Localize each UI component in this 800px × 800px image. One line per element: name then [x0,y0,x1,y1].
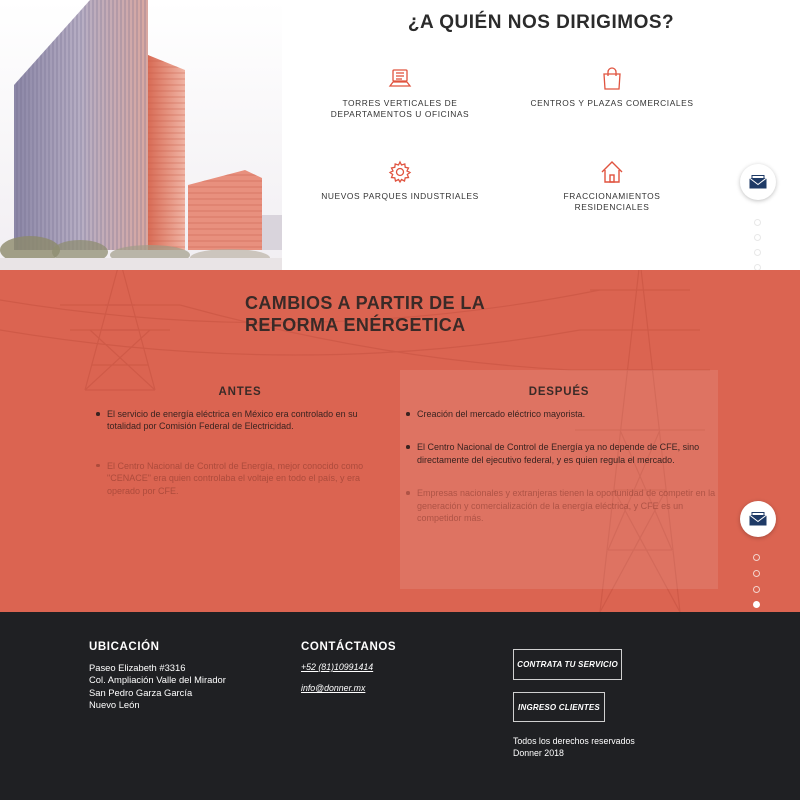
section-nav-dot-2[interactable] [754,234,761,241]
section-nav-dot-2[interactable] [753,570,760,577]
after-item: El Centro Nacional de Control de Energía ya no depende de CFE, sino directamente del ejecutivo federal, y es quien regula el mercado. [400,441,718,466]
address-line: Nuevo León [89,699,140,711]
audience-label: NUEVOS PARQUES INDUSTRIALES [321,191,479,201]
section-nav-dot-3[interactable] [753,586,760,593]
reform-section [0,270,800,612]
audience-label: CENTROS Y PLAZAS COMERCIALES [530,98,694,108]
section-nav-dot-4-active[interactable] [753,601,760,608]
address-line: Col. Ampliación Valle del Mirador [89,674,226,686]
after-item: Empresas nacionales y extranjeras tienen la oportunidad de competir en la generación y comercialización de la energía eléctrica, y CFE es un competidor más. [400,487,718,524]
before-column [90,370,390,497]
before-heading: ANTES [218,386,262,398]
footer [0,612,800,800]
after-item: Creación del mercado eléctrico mayorista. [400,408,718,420]
audience-label: FRACCIONAMIENTOS RESIDENCIALES [563,191,661,212]
section-nav-dot-1[interactable] [753,554,760,561]
copyright-line: Todos los derechos reservados [513,736,635,746]
reform-title-line1: CAMBIOS A PARTIR DE LA [245,293,486,313]
house-icon [600,160,624,184]
after-heading: DESPUÉS [528,386,590,398]
phone-link[interactable]: +52 (81)10991414 [301,662,374,672]
section-nav-dot-1[interactable] [754,219,761,226]
contact-mail-button-2[interactable] [740,501,776,537]
copyright [513,735,635,759]
mail-icon [749,175,767,189]
section-nav-dot-3[interactable] [754,249,761,256]
email-link[interactable]: info@donner.mx [301,683,366,693]
address [89,662,226,712]
client-login-button[interactable]: INGRESO CLIENTES [513,692,605,722]
mail-icon [749,512,767,526]
reform-title-line2: REFORMA ENÉRGETICA [245,315,466,335]
copyright-line: Donner 2018 [513,748,564,758]
building-photo [0,0,282,270]
before-item: El Centro Nacional de Control de Energía, mejor conocido como "CENACE" era quien controlaba el voltaje en todo el país, y era operado por CFE. [90,460,390,497]
audience-item-towers [315,67,485,119]
audience-item-industrial [315,160,485,202]
audience-label: TORRES VERTICALES DE DEPARTAMENTOS U OFICINAS [330,98,470,119]
after-column [400,370,718,589]
audience-item-residential [527,160,697,212]
laptop-icon [388,67,412,91]
before-item: El servicio de energía eléctrica en México era controlado en su totalidad por Comisión Federal de Electricidad. [90,408,390,433]
contact-mail-button[interactable] [740,164,776,200]
reform-title [245,292,545,336]
location-heading: UBICACIÓN [89,641,160,653]
contact-heading: CONTÁCTANOS [301,641,397,653]
shopping-bag-icon [600,67,624,91]
address-line: San Pedro Garza García [89,686,193,698]
audience-title: ¿A QUIÉN NOS DIRIGIMOS? [407,12,675,33]
contract-service-button[interactable]: CONTRATA TU SERVICIO [513,649,622,680]
address-line: Paseo Elizabeth #3316 [89,662,186,673]
audience-item-shopping [527,67,697,109]
gear-icon [388,160,412,184]
audience-section [0,0,800,270]
